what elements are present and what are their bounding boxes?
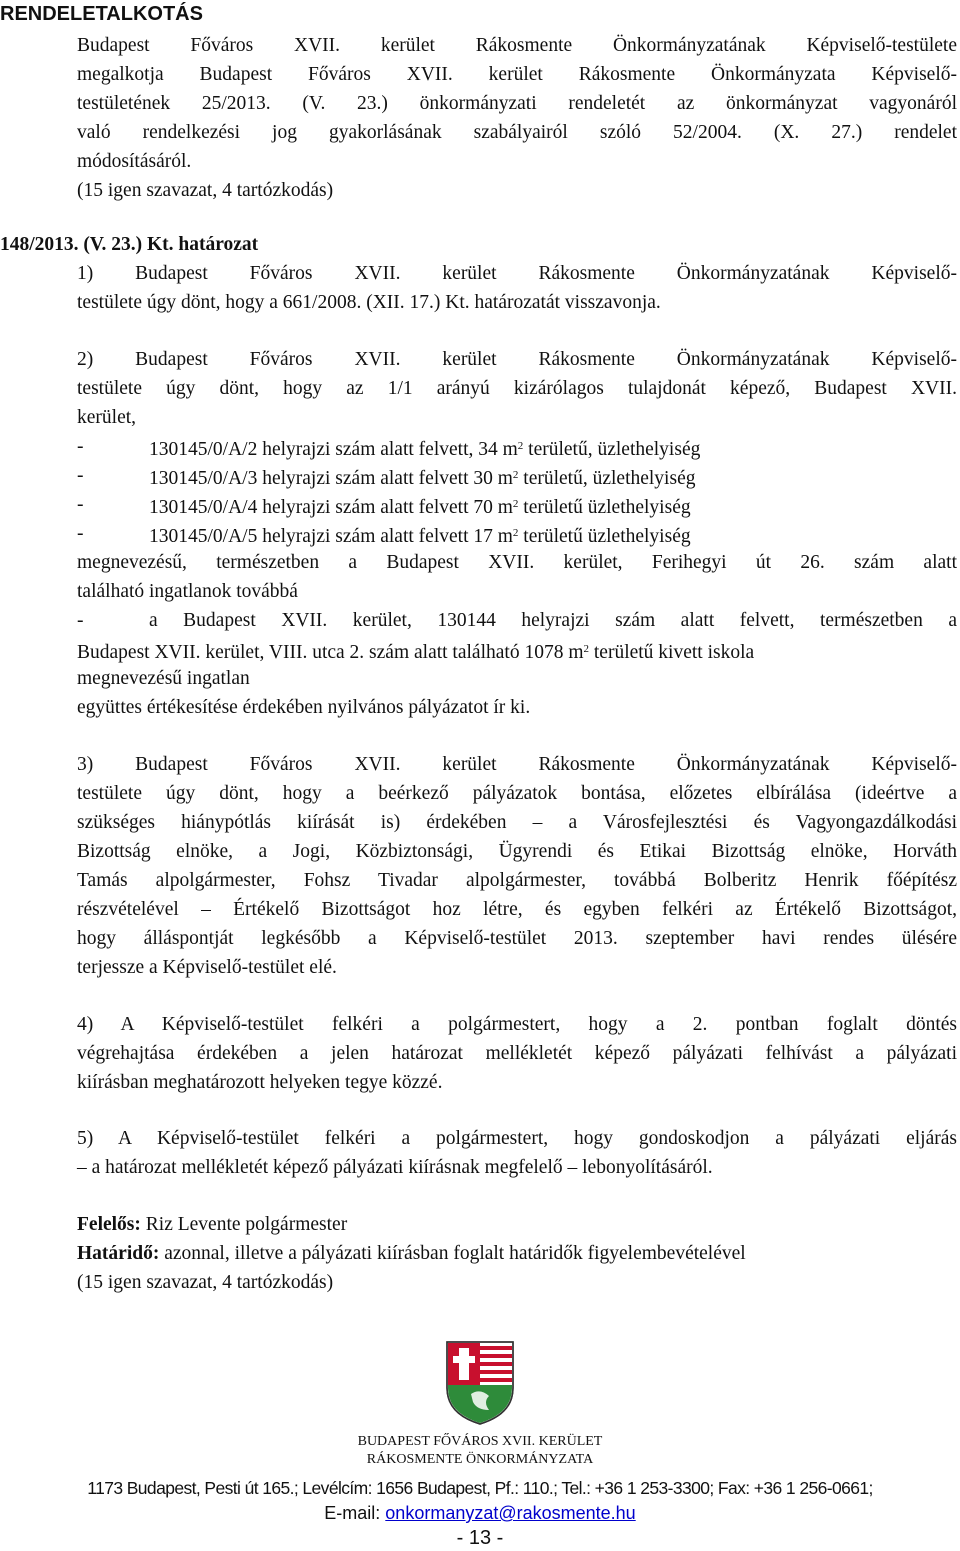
responsible-label: Felelős: xyxy=(77,1214,141,1235)
footer-org-line: BUDAPEST FŐVÁROS XVII. KERÜLET xyxy=(357,1434,603,1449)
intro-line: való rendelkezési jog gyakorlásának szabályairól szóló 52/2004. (X. 27.) rendelet xyxy=(77,122,957,143)
point-3-line: Bizottság elnöke, a Jogi, Közbiztonsági, Ügyrendi és Etikai Bizottság elnöke, Horváth xyxy=(77,841,957,862)
superscript: 2 xyxy=(517,440,524,452)
point-4-line: végrehajtása érdekében a jelen határozat mellékletét képező pályázati felhívást a pályázati xyxy=(77,1043,957,1064)
superscript: 2 xyxy=(512,527,519,539)
property-cont-line xyxy=(77,635,957,664)
resolution-vote: (15 igen szavazat, 4 tartózkodás) xyxy=(77,1272,334,1293)
property-text: 130145/0/A/2 helyrajzi szám alatt felvett, 34 m xyxy=(149,439,518,460)
superscript: 2 xyxy=(512,469,519,481)
email-link[interactable]: onkormanyzat@rakosmente.hu xyxy=(385,1503,636,1523)
point-2-after-line: található ingatlanok továbbá xyxy=(77,581,298,602)
point-4-line: kiírásban meghatározott helyeken tegye közzé. xyxy=(77,1072,443,1093)
responsible-value: Riz Levente polgármester xyxy=(140,1214,348,1235)
property-text: területű üzlethelyiség xyxy=(518,526,691,547)
property-text: 130145/0/A/5 helyrajzi szám alatt felvett 17 m xyxy=(149,526,513,547)
intro-line: testületének 25/2013. (V. 23.) önkormányzati rendeletét az önkormányzat vagyonáról xyxy=(77,93,957,114)
property-text: területű kivett iskola xyxy=(589,642,755,663)
intro-vote: (15 igen szavazat, 4 tartózkodás) xyxy=(77,180,334,201)
page-number: - 13 - xyxy=(456,1527,504,1549)
point-5-line: – a határozat mellékletét képező pályázati kiírásnak megfelelő – lebonyolításáról. xyxy=(77,1157,713,1178)
coat-of-arms-icon xyxy=(443,1336,517,1426)
page-heading: RENDELETALKOTÁS xyxy=(0,3,203,25)
list-dash: - xyxy=(77,610,84,631)
footer-org xyxy=(280,1433,680,1469)
property-text: a Budapest XVII. kerület, 130144 helyrajzi szám alatt felvett, természetben a xyxy=(149,610,957,631)
superscript: 2 xyxy=(583,643,589,655)
point-3-line: részvételével – Értékelő Bizottságot hoz létre, és egyben felkéri az Értékelő Bizottságot, xyxy=(77,899,957,920)
point-3-line: hogy álláspontját legkésőbb a Képviselő-testület 2013. szeptember havi rendes ülésére xyxy=(77,928,957,949)
property-text: területű üzlethelyiség xyxy=(518,497,691,518)
point-1-line: testülete úgy dönt, hogy a 661/2008. (XII. 17.) Kt. határozatát visszavonja. xyxy=(77,292,661,313)
property-list-item xyxy=(77,490,691,519)
deadline-label: Határidő: xyxy=(77,1243,160,1264)
property-text: Budapest XVII. kerület, VIII. utca 2. szám alatt található 1078 m xyxy=(77,642,584,663)
footer-org-line: RÁKOSMENTE ÖNKORMÁNYZATA xyxy=(366,1452,594,1467)
point-4-line: 4) A Képviselő-testület felkéri a polgármestert, hogy a 2. pontban foglalt döntés xyxy=(77,1014,957,1035)
point-3-line: testülete úgy dönt, hogy a beérkező pályázatok bontása, előzetes elbírálása (ideértve a xyxy=(77,783,957,804)
point-2-end: együttes értékesítése érdekében nyilvános pályázatot ír ki. xyxy=(77,697,531,718)
list-dash: - xyxy=(77,494,84,515)
list-dash: - xyxy=(77,436,84,457)
property-list-item xyxy=(77,606,957,635)
deadline-value: azonnal, illetve a pályázati kiírásban foglalt határidők figyelembevételével xyxy=(159,1243,746,1264)
point-3-line: terjessze a Képviselő-testület elé. xyxy=(77,957,337,978)
point-3-line: Tamás alpolgármester, Fohsz Tivadar alpolgármester, továbbá Bolberitz Henrik főépítész xyxy=(77,870,957,891)
intro-line: Budapest Főváros XVII. kerület Rákosmente Önkormányzatának Képviselő-testülete xyxy=(77,35,957,56)
point-3-line: 3) Budapest Főváros XVII. kerület Rákosmente Önkormányzatának Képviselő- xyxy=(77,754,957,775)
property-text: 130145/0/A/3 helyrajzi szám alatt felvett 30 m xyxy=(149,468,513,489)
list-dash: - xyxy=(77,465,84,486)
point-1-line: 1) Budapest Főváros XVII. kerület Rákosmente Önkormányzatának Képviselő- xyxy=(77,263,957,284)
resolution-title: 148/2013. (V. 23.) Kt. határozat xyxy=(0,234,259,255)
footer-email-line xyxy=(0,1503,960,1524)
responsible-line xyxy=(77,1210,347,1239)
point-3-line: szükséges hiánypótlás kiírását is) érdekében – a Városfejlesztési és Vagyongazdálkodási xyxy=(77,812,957,833)
property-text: területű, üzlethelyiség xyxy=(523,439,701,460)
point-2-after-line: megnevezésű, természetben a Budapest XVII. kerület, Ferihegyi út 26. szám alatt xyxy=(77,552,957,573)
point-2-line: kerület, xyxy=(77,407,137,428)
property-list-item xyxy=(77,461,696,490)
crest-logo xyxy=(443,1336,517,1426)
point-2-line: testülete úgy dönt, hogy az 1/1 arányú kizárólagos tulajdonát képező, Budapest XVII. xyxy=(77,378,957,399)
intro-line: módosításáról. xyxy=(77,151,192,172)
deadline-line xyxy=(77,1239,746,1268)
superscript: 2 xyxy=(512,498,519,510)
list-dash: - xyxy=(77,523,84,544)
property-list-item xyxy=(77,432,701,461)
footer-address: 1173 Budapest, Pesti út 165.; Levélcím: 1656 Budapest, Pf.: 110.; Tel.: +36 1 253-3300; Fax: +36 1 256-0661; xyxy=(87,1478,873,1498)
property-list-item xyxy=(77,519,691,548)
property-text: 130145/0/A/4 helyrajzi szám alatt felvett 70 m xyxy=(149,497,513,518)
property-text: területű, üzlethelyiség xyxy=(518,468,696,489)
point-5-line: 5) A Képviselő-testület felkéri a polgármestert, hogy gondoskodjon a pályázati eljárás xyxy=(77,1128,957,1149)
property-cont-line: megnevezésű ingatlan xyxy=(77,668,250,689)
email-label: E-mail: xyxy=(324,1503,386,1523)
intro-line: megalkotja Budapest Főváros XVII. kerület Rákosmente Önkormányzata Képviselő- xyxy=(77,64,957,85)
point-2-line: 2) Budapest Főváros XVII. kerület Rákosmente Önkormányzatának Képviselő- xyxy=(77,349,957,370)
